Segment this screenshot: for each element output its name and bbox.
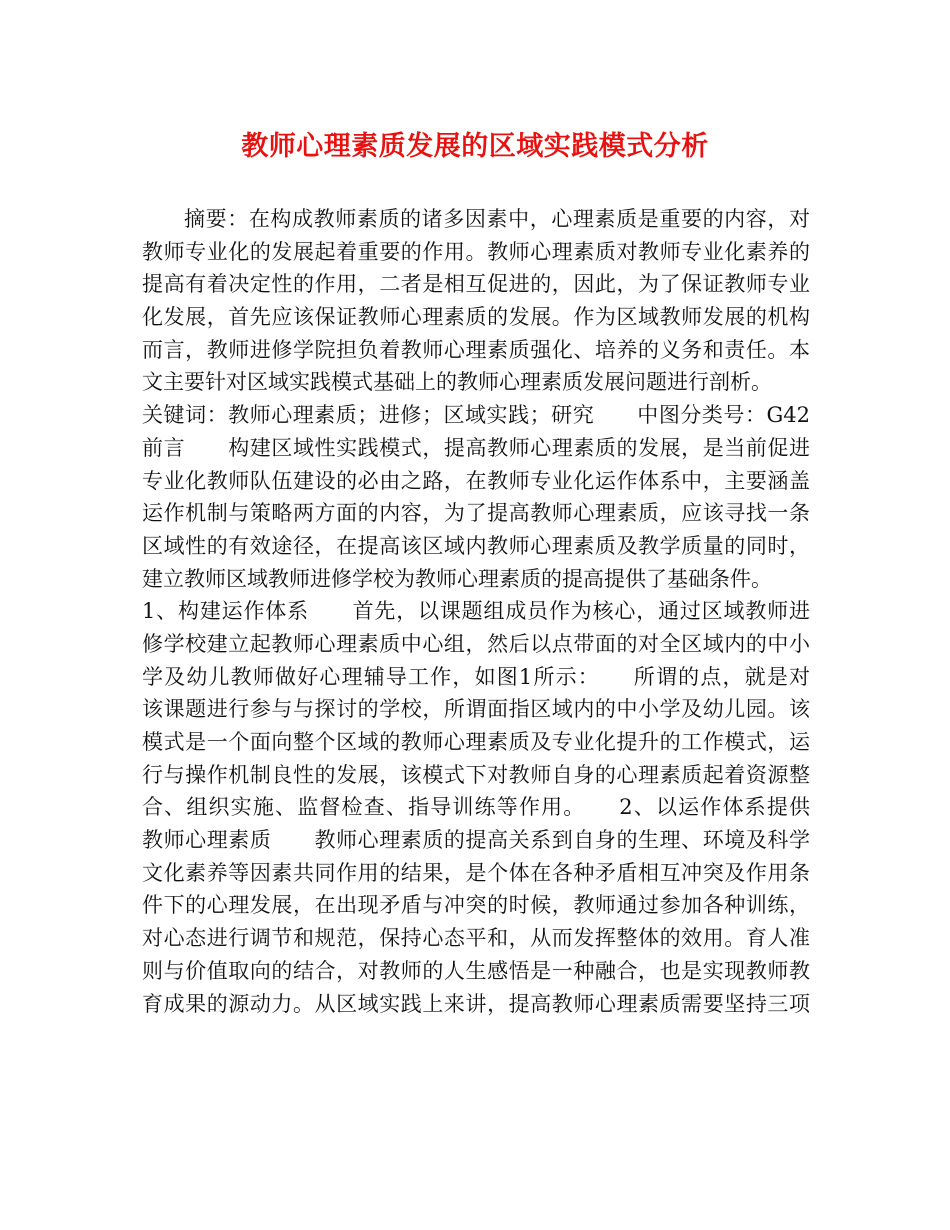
text-line: 教师心理素质 教师心理素质的提高关系到自身的生理、环境及科学 <box>142 828 810 853</box>
text-line: 该课题进行参与与探讨的学校，所谓面指区域内的中小学及幼儿园。该 <box>142 697 810 722</box>
text-line: 育成果的源动力。从区域实践上来讲，提高教师心理素质需要坚持三项 <box>142 991 810 1016</box>
text-line: 运作机制与策略两方面的内容，为了提高教师心理素质，应该寻找一条 <box>142 501 810 526</box>
text-line: 而言，教师进修学院担负着教师心理素质强化、培养的义务和责任。本 <box>142 337 810 362</box>
text-line: 关键词：教师心理素质；进修；区域实践；研究 中图分类号：G42 <box>142 403 810 428</box>
text-line: 前言 构建区域性实践模式，提高教师心理素质的发展，是当前促进 <box>142 435 810 460</box>
text-line: 模式是一个面向整个区域的教师心理素质及专业化提升的工作模式，运 <box>142 730 810 754</box>
document-body <box>142 203 810 1020</box>
text-line: 摘要：在构成教师素质的诸多因素中，心理素质是重要的内容，对 <box>184 207 810 231</box>
text-line: 对心态进行调节和规范，保持心态平和，从而发挥整体的效用。育人准 <box>142 926 810 951</box>
text-line: 教师专业化的发展起着重要的作用。教师心理素质对教师专业化素养的 <box>142 239 810 264</box>
text-line: 化发展，首先应该保证教师心理素质的发展。作为区域教师发展的机构 <box>142 305 810 330</box>
text-line: 区域性的有效途径，在提高该区域内教师心理素质及教学质量的同时， <box>142 533 810 558</box>
text-line: 专业化教师队伍建设的必由之路，在教师专业化运作体系中，主要涵盖 <box>142 468 810 493</box>
text-line: 则与价值取向的结合，对教师的人生感悟是一种融合，也是实现教师教 <box>142 958 810 983</box>
text-line: 文化素养等因素共同作用的结果，是个体在各种矛盾相互冲突及作用条 <box>142 860 810 885</box>
text-line: 修学校建立起教师心理素质中心组，然后以点带面的对全区域内的中小 <box>142 631 810 656</box>
text-line: 学及幼儿教师做好心理辅导工作，如图1所示： 所谓的点，就是对 <box>142 664 810 689</box>
text-line: 件下的心理发展，在出现矛盾与冲突的时候，教师通过参加各种训练， <box>142 893 810 918</box>
text-line: 1、构建运作体系 首先，以课题组成员作为核心，通过区域教师进 <box>142 599 810 624</box>
text-line: 提高有着决定性的作用，二者是相互促进的，因此，为了保证教师专业 <box>142 272 810 297</box>
text-line: 合、组织实施、监督检查、指导训练等作用。 2、以运作体系提供 <box>142 795 810 820</box>
text-line: 文主要针对区域实践模式基础上的教师心理素质发展问题进行剖析。 <box>142 370 772 395</box>
text-line: 建立教师区域教师进修学校为教师心理素质的提高提供了基础条件。 <box>142 566 772 591</box>
text-line: 行与操作机制良性的发展，该模式下对教师自身的心理素质起着资源整 <box>142 762 810 787</box>
document-title: 教师心理素质发展的区域实践模式分析 <box>241 131 709 162</box>
